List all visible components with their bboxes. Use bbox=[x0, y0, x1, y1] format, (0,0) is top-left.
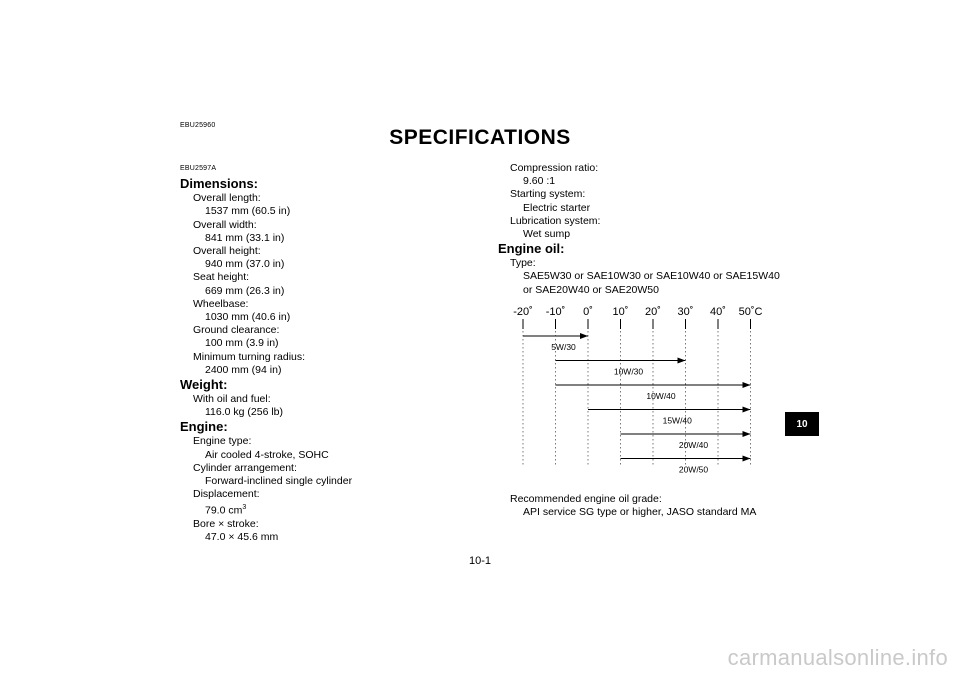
displacement-value: 79.0 cm bbox=[205, 504, 243, 517]
spec-item bbox=[180, 435, 480, 461]
spec-value: 940 mm (37.0 in) bbox=[205, 258, 285, 271]
section-code: EBU25960 bbox=[180, 122, 216, 129]
watermark: carmanualsonline.info bbox=[727, 645, 948, 670]
spec-value: Wet sump bbox=[523, 228, 571, 241]
spec-value: 100 mm (3.9 in) bbox=[205, 337, 279, 350]
grade-value: API service SG type or higher, JASO standard MA bbox=[523, 506, 757, 519]
spec-label: Lubrication system: bbox=[510, 214, 601, 227]
spec-value: 9.60 :1 bbox=[523, 175, 556, 188]
tick-label: 40˚ bbox=[710, 306, 726, 318]
tick-label: 10˚ bbox=[612, 306, 629, 318]
spec-item bbox=[180, 271, 480, 297]
spec-value: 669 mm (26.3 in) bbox=[205, 284, 285, 297]
spec-item bbox=[498, 162, 798, 188]
tick-label: 50˚C bbox=[738, 306, 763, 318]
spec-value: 47.0 × 45.6 mm bbox=[205, 531, 279, 544]
spec-value: 2400 mm (94 in) bbox=[205, 363, 282, 376]
range-arrow bbox=[580, 333, 588, 339]
spec-label: Wheelbase: bbox=[193, 297, 249, 310]
range-label: 20W/40 bbox=[678, 440, 709, 450]
range-arrow bbox=[678, 358, 686, 364]
dimensions-heading: Dimensions: bbox=[180, 176, 259, 192]
spec-value: Forward-inclined single cylinder bbox=[205, 475, 353, 488]
oil-viscosity-chart bbox=[500, 298, 780, 473]
range-label: 5W/30 bbox=[551, 342, 576, 352]
spec-value: 841 mm (33.1 in) bbox=[205, 231, 285, 244]
engine-heading: Engine: bbox=[180, 419, 228, 435]
spec-label: Overall width: bbox=[193, 218, 257, 231]
spec-label: Seat height: bbox=[193, 271, 250, 284]
spec-value bbox=[180, 501, 480, 518]
spec-label: Cylinder arrangement: bbox=[193, 461, 297, 474]
range-arrow bbox=[743, 431, 751, 437]
spec-label: Overall length: bbox=[193, 192, 261, 205]
spec-value: 1537 mm (60.5 in) bbox=[205, 205, 291, 218]
right-column bbox=[498, 162, 798, 297]
tick-label: -20˚ bbox=[513, 306, 533, 318]
spec-item bbox=[180, 351, 480, 377]
spec-value: Electric starter bbox=[523, 201, 591, 214]
spec-item bbox=[180, 324, 480, 350]
range-label: 15W/40 bbox=[662, 415, 692, 426]
spec-list-dimensions bbox=[180, 192, 480, 377]
subsection-code: EBU2597A bbox=[180, 165, 217, 172]
spec-item bbox=[180, 462, 480, 488]
spec-label: With oil and fuel: bbox=[193, 393, 271, 406]
spec-label: Starting system: bbox=[510, 188, 586, 201]
spec-item bbox=[180, 245, 480, 271]
weight-heading: Weight: bbox=[180, 377, 228, 393]
page-number: 10-1 bbox=[468, 555, 492, 567]
spec-item bbox=[180, 298, 480, 324]
spec-label: Overall height: bbox=[193, 245, 261, 258]
chapter-tab: 10 bbox=[785, 412, 819, 436]
spec-label: Minimum turning radius: bbox=[193, 350, 306, 363]
spec-label: Displacement: bbox=[193, 488, 260, 501]
spec-value: Air cooled 4-stroke, SOHC bbox=[205, 448, 329, 461]
spec-item bbox=[180, 518, 480, 544]
grade-label: Recommended engine oil grade: bbox=[510, 493, 662, 505]
range-label: 10W/40 bbox=[646, 391, 676, 401]
oil-type-line-2: or SAE20W40 or SAE20W50 bbox=[523, 283, 659, 296]
oil-type-label: Type: bbox=[510, 257, 536, 270]
spec-label: Compression ratio: bbox=[510, 162, 599, 174]
spec-item bbox=[180, 393, 480, 419]
oil-type-line-1: SAE5W30 or SAE10W30 or SAE10W40 or SAE15W40 bbox=[523, 270, 780, 283]
spec-value: 116.0 kg (256 lb) bbox=[205, 406, 284, 419]
left-column bbox=[180, 162, 480, 545]
spec-value: 1030 mm (40.6 in) bbox=[205, 311, 291, 324]
spec-label: Engine type: bbox=[193, 435, 252, 448]
page-title: SPECIFICATIONS bbox=[389, 126, 571, 149]
superscript: 3 bbox=[242, 504, 247, 512]
tick-label: 20˚ bbox=[645, 306, 661, 318]
engine-oil-heading: Engine oil: bbox=[498, 241, 565, 257]
range-label: 20W/50 bbox=[678, 464, 709, 473]
spec-item bbox=[498, 188, 798, 214]
spec-item bbox=[180, 219, 480, 245]
spec-item bbox=[180, 192, 480, 218]
tick-label: 30˚ bbox=[677, 306, 694, 318]
oil-grade-section bbox=[498, 493, 798, 519]
tick-label: -10˚ bbox=[545, 306, 566, 318]
range-label: 10W/30 bbox=[613, 366, 644, 377]
range-arrow bbox=[743, 382, 751, 388]
range-arrow bbox=[743, 407, 751, 413]
range-arrow bbox=[743, 456, 751, 462]
tick-label: 0˚ bbox=[583, 306, 593, 318]
spec-label: Ground clearance: bbox=[193, 324, 280, 337]
spec-label: Bore × stroke: bbox=[193, 518, 259, 531]
spec-item bbox=[180, 488, 480, 518]
spec-item bbox=[498, 215, 798, 241]
